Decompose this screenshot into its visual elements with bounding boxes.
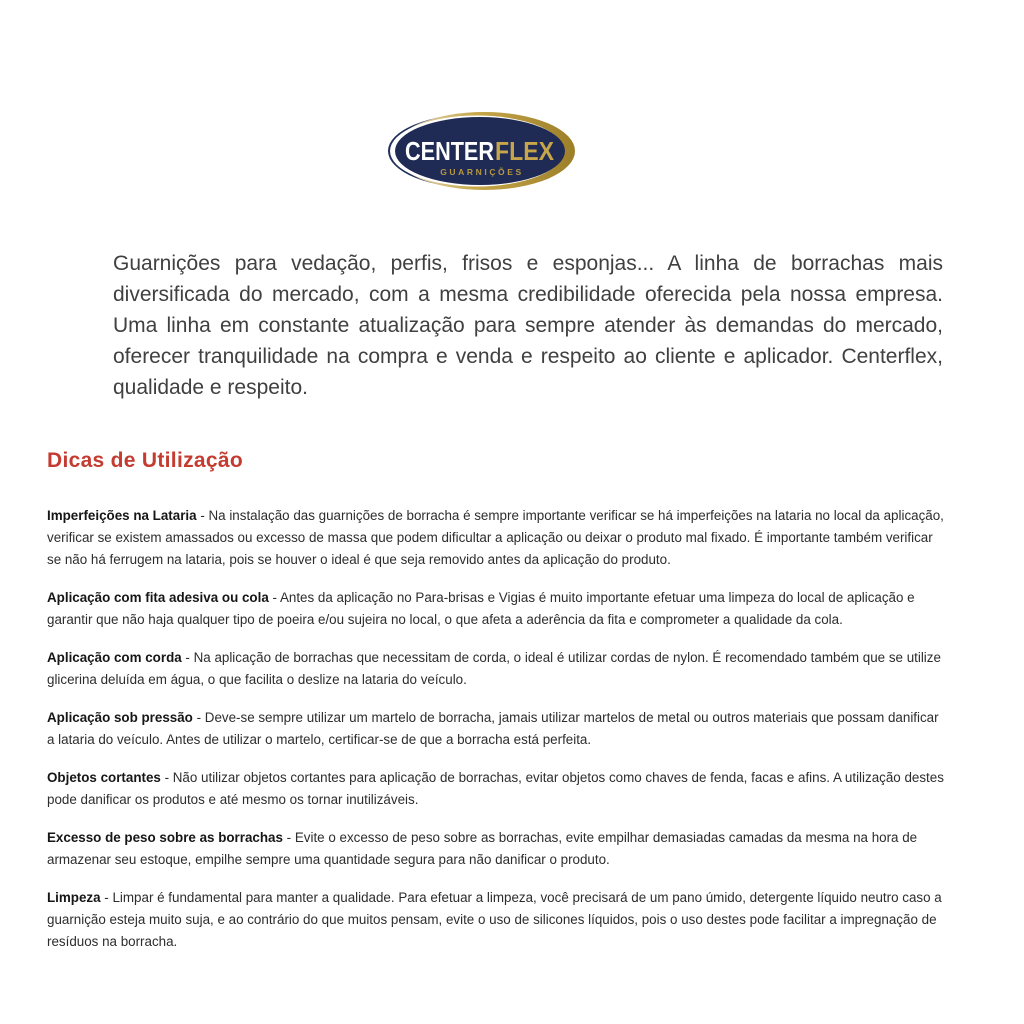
logo-text-flex: FLEX	[495, 136, 555, 166]
tip-label: Aplicação com fita adesiva ou cola	[47, 590, 269, 605]
centerflex-logo	[387, 112, 575, 190]
tips-list	[47, 505, 948, 969]
centerflex-logo-graphic	[387, 112, 575, 190]
tip-text: - Deve-se sempre utilizar um martelo de borracha, jamais utilizar martelos de metal ou outros materiais que possam danificar a lataria do veículo. Antes de utilizar o martelo, certificar-se de que a borracha está perfeita.	[47, 710, 939, 747]
tip-paragraph-fita-adesiva	[47, 587, 948, 631]
tip-label: Aplicação com corda	[47, 650, 182, 665]
tip-paragraph-excesso-peso	[47, 827, 948, 871]
tip-text: - Limpar é fundamental para manter a qualidade. Para efetuar a limpeza, você precisará de um pano úmido, detergente líquido neutro caso a guarnição esteja muito suja, e ao contrário do que muitos pensam, evite o uso de silicones líquidos, pois o uso destes pode facilitar a impregnação de resíduos na borracha.	[47, 890, 942, 949]
tip-label: Objetos cortantes	[47, 770, 161, 785]
tip-text: - Não utilizar objetos cortantes para aplicação de borrachas, evitar objetos como chaves de fenda, facas e afins. A utilização destes pode danificar os produtos e até mesmo os tornar inutilizáveis.	[47, 770, 944, 807]
tip-label: Aplicação sob pressão	[47, 710, 193, 725]
tip-label: Imperfeições na Lataria	[47, 508, 197, 523]
tip-label: Excesso de peso sobre as borrachas	[47, 830, 283, 845]
intro-paragraph: Guarnições para vedação, perfis, frisos e esponjas... A linha de borrachas mais diversificada do mercado, com a mesma credibilidade oferecida pela nossa empresa. Uma linha em constante atualização para sempre atender às demandas do mercado, oferecer tranquilidade na compra e venda e respeito ao cliente e aplicador. Centerflex, qualidade e respeito.	[113, 252, 943, 399]
logo-text-center: CENTER	[405, 136, 495, 166]
tip-paragraph-corda	[47, 647, 948, 691]
tip-paragraph-objetos-cortantes	[47, 767, 948, 811]
tip-paragraph-imperfeicoes	[47, 505, 948, 571]
section-title: Dicas de Utilização	[47, 449, 243, 472]
tip-paragraph-pressao	[47, 707, 948, 751]
tip-text: - Na aplicação de borrachas que necessitam de corda, o ideal é utilizar cordas de nylon. É recomendado também que se utilize glicerina deluída em água, o que facilita o deslize na lataria do veículo.	[47, 650, 941, 687]
tip-paragraph-limpeza	[47, 887, 948, 953]
tip-text: - Evite o excesso de peso sobre as borrachas, evite empilhar demasiadas camadas da mesma na hora de armazenar seu estoque, empilhe sempre uma quantidade segura para não danificar o produto.	[47, 830, 918, 867]
tip-text: - Antes da aplicação no Para-brisas e Vigias é muito importante efetuar uma limpeza do local de aplicação e garantir que não haja qualquer tipo de poeira e/ou sujeira no local, o que afeta a aderência da fita e comprometer a qualidade da cola.	[47, 590, 915, 627]
tip-label: Limpeza	[47, 890, 101, 905]
tip-text: - Na instalação das guarnições de borracha é sempre importante verificar se há imperfeições na lataria no local da aplicação, verificar se existem amassados ou excesso de massa que podem dificultar a aplicação ou deixar o produto mal fixado. É importante também verificar se não há ferrugem na lataria, pois se houver o ideal é que seja removido antes da aplicação do produto.	[47, 508, 944, 567]
logo-subtitle: GUARNIÇÕES	[440, 167, 524, 177]
